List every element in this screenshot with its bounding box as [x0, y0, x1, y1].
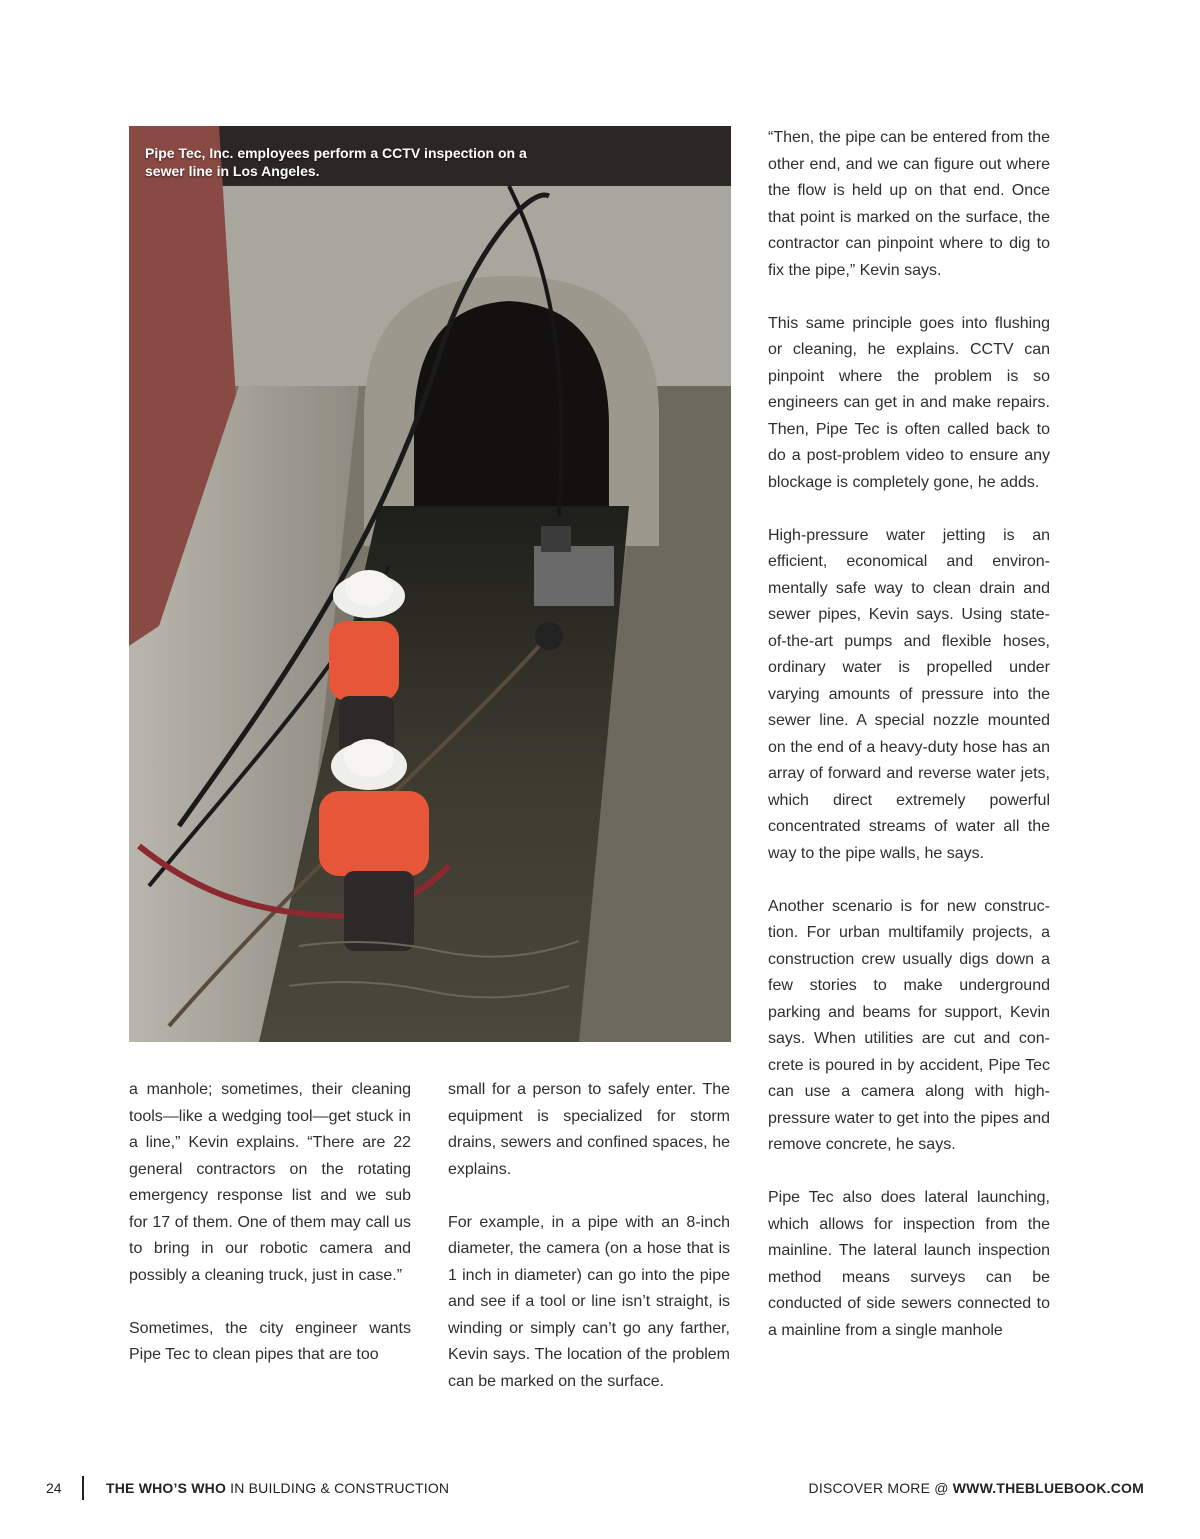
footer-divider — [82, 1476, 84, 1500]
article-column-middle — [448, 1077, 730, 1395]
paragraph: a manhole; sometimes, their cleaning tools—like a wedging tool—get stuck in a line,” Kevin explains. “There are 22 general contractors on the rotating emergency response list and we sub for 17 of them. One of them may call us to bring in our robotic camera and possibly a cleaning truck, just in case.” — [129, 1081, 411, 1284]
publication-title-bold: THE WHO’S WHO — [106, 1480, 227, 1496]
publication-title-rest: IN BUILDING & CONSTRUCTION — [226, 1480, 450, 1496]
paragraph: Pipe Tec also does lateral launching, which allows for inspection from the mainline. The lateral launch inspection method means surveys can be conducted of side sewers connected to a mainline from a single manhole — [768, 1189, 1050, 1339]
website-link[interactable]: WWW.THEBLUEBOOK.COM — [952, 1480, 1144, 1496]
paragraph: “Then, the pipe can be entered from the other end, and we can figure out where the flow is held up on that end. Once that point is marked on the surface, the contractor can pinpoint where to dig to fix the pipe,” Kevin says. — [768, 129, 1050, 279]
article-column-right — [768, 125, 1050, 1344]
page-number: 24 — [46, 1480, 62, 1496]
page-footer — [0, 1474, 1200, 1502]
paragraph: Another scenario is for new construction. For urban multifamily projects, a construction crew usually digs down a few stories to make underground parking and beams for support, Kevin says. When utilities are cut and concrete is poured in by accident, Pipe Tec can use a camera along with high-pressure water to get into the pipes and remove concrete, he says. — [768, 897, 1050, 1153]
sewer-inspection-photo — [129, 126, 731, 1042]
publication-title — [106, 1480, 449, 1496]
discover-prefix: DISCOVER MORE @ — [808, 1480, 953, 1496]
article-column-left — [129, 1077, 411, 1369]
paragraph: High-pressure water jetting is an efficient, economical and environmentally safe way to clean drain and sewer pipes, Kevin says. Using state-of-the-art pumps and flexible hoses, ordinary water is propelled under varying amounts of pressure into the sewer line. A special nozzle mounted on the end of a heavy-duty hose has an array of forward and reverse water jets, which direct extremely powerful concentrated streams of water all the way to the pipe walls, he says. — [768, 526, 1050, 862]
paragraph: This same principle goes into flushing or cleaning, he explains. CCTV can pinpoint where the problem is so engineers can get in and make repairs. Then, Pipe Tec is often called back to do a post-problem video to ensure any blockage is completely gone, he adds. — [768, 314, 1050, 491]
photo-illustration — [129, 126, 731, 1042]
paragraph: For example, in a pipe with an 8-inch diameter, the camera (on a hose that is 1 inch in diameter) can go into the pipe and see if a tool or line isn’t straight, is winding or simply can’t go any farther, Kevin says. The location of the problem can be marked on the surface. — [448, 1213, 730, 1390]
paragraph: Sometimes, the city engineer wants Pipe Tec to clean pipes that are too — [129, 1319, 411, 1363]
photo-caption: Pipe Tec, Inc. employees perform a CCTV inspection on a sewer line in Los Angeles. — [145, 145, 527, 179]
discover-more — [809, 1480, 1144, 1496]
paragraph: small for a person to safely enter. The equipment is specialized for storm drains, sewers and confined spaces, he explains. — [448, 1081, 730, 1178]
